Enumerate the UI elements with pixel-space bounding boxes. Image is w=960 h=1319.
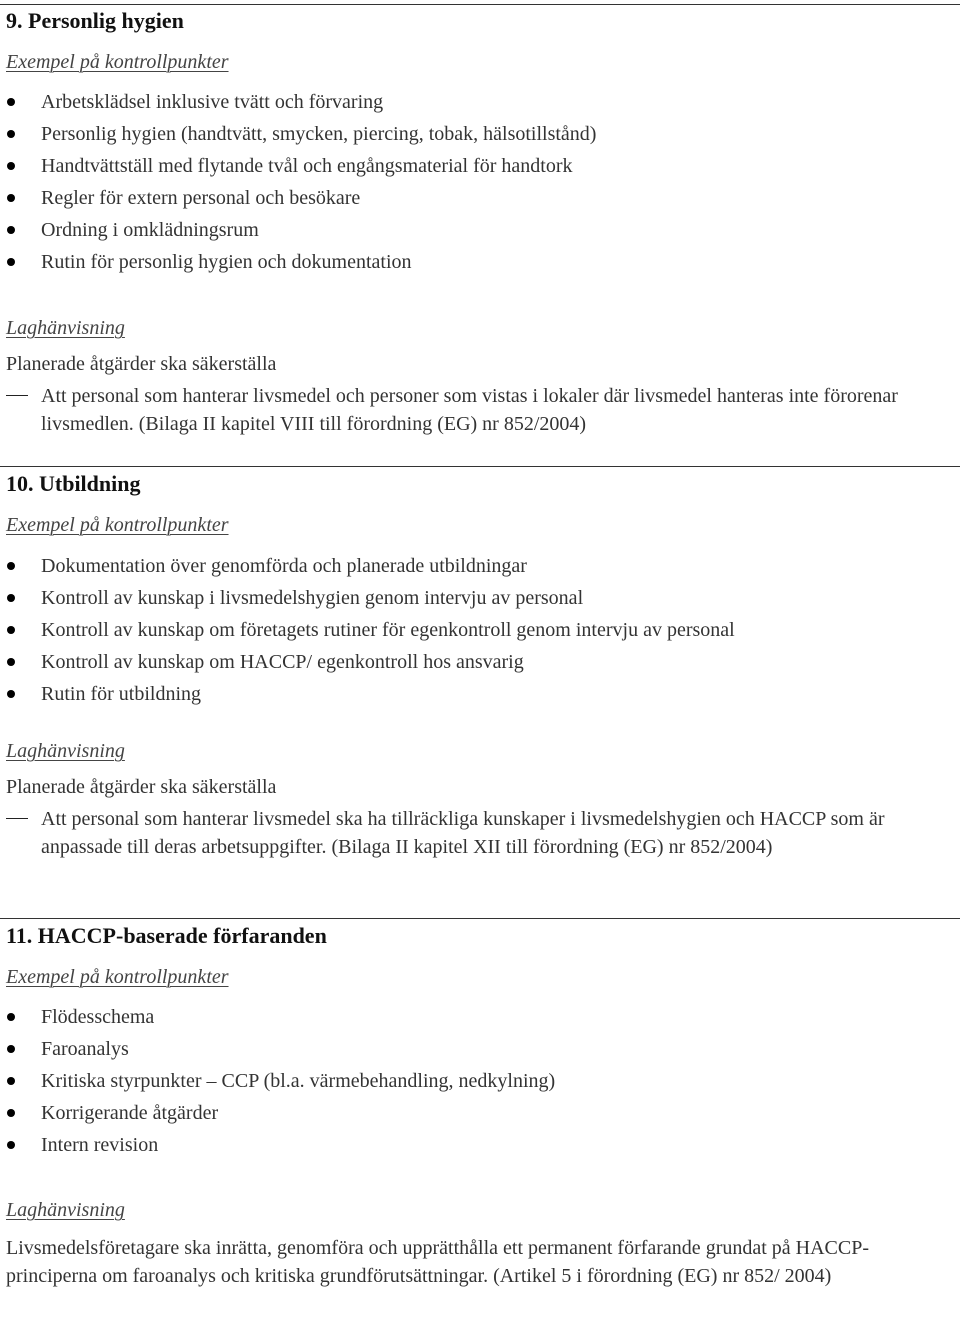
list-item: Kontroll av kunskap om företagets rutiner för egenkontroll genom intervju av personal — [0, 617, 960, 649]
bullet-icon — [7, 1141, 15, 1149]
list-item: Korrigerande åtgärder — [0, 1100, 960, 1132]
dash-icon — [6, 395, 28, 396]
bullet-icon — [7, 1077, 15, 1085]
bullet-icon — [7, 194, 15, 202]
bullet-icon — [7, 1109, 15, 1117]
bullet-icon — [7, 1045, 15, 1053]
law-reference-label: Laghänvisning — [6, 317, 125, 339]
section-heading: 9. Personlig hygien — [6, 8, 184, 33]
list-item: Personlig hygien (handtvätt, smycken, piercing, tobak, hälsotillstånd) — [0, 121, 960, 153]
planned-action-item: Att personal som hanterar livsmedel ska ha tillräckliga kunskaper i livsmedelshygien och HACCP som är anpassade till deras arbetsuppgifter. (Bilaga II kapitel XII till förordning (EG) nr 852/2004) — [41, 805, 951, 861]
section-heading: 11. HACCP-baserade förfaranden — [6, 923, 327, 948]
bullet-icon — [7, 658, 15, 666]
bullet-icon — [7, 258, 15, 266]
list-item: Intern revision — [0, 1132, 960, 1164]
bullet-icon — [7, 690, 15, 698]
bullet-icon — [7, 1013, 15, 1021]
list-item: Dokumentation över genomförda och planerade utbildningar — [0, 553, 960, 585]
bullet-icon — [7, 626, 15, 634]
checkpoint-list — [0, 553, 960, 713]
list-item: Rutin för personlig hygien och dokumentation — [0, 249, 960, 281]
bullet-icon — [7, 162, 15, 170]
list-item: Ordning i omklädningsrum — [0, 217, 960, 249]
bullet-icon — [7, 562, 15, 570]
planned-action-item: Att personal som hanterar livsmedel och personer som vistas i lokaler där livsmedel hanteras inte förorenar livsmedlen. (Bilaga II kapitel VIII till förordning (EG) nr 852/2004) — [41, 382, 951, 438]
bullet-icon — [7, 226, 15, 234]
checkpoint-list — [0, 1004, 960, 1164]
checkpoint-list — [0, 89, 960, 281]
dash-icon — [6, 818, 28, 819]
section-divider — [0, 4, 960, 5]
list-item: Kontroll av kunskap om HACCP/ egenkontroll hos ansvarig — [0, 649, 960, 681]
examples-label: Exempel på kontrollpunkter — [6, 51, 229, 73]
list-item: Regler för extern personal och besökare — [0, 185, 960, 217]
list-item: Arbetsklädsel inklusive tvätt och förvaring — [0, 89, 960, 121]
list-item: Handtvättställ med flytande tvål och engångsmaterial för handtork — [0, 153, 960, 185]
bullet-icon — [7, 98, 15, 106]
bullet-icon — [7, 130, 15, 138]
list-item: Kontroll av kunskap i livsmedelshygien genom intervju av personal — [0, 585, 960, 617]
section-divider — [0, 918, 960, 919]
list-item: Kritiska styrpunkter – CCP (bl.a. värmebehandling, nedkylning) — [0, 1068, 960, 1100]
examples-label: Exempel på kontrollpunkter — [6, 966, 229, 988]
law-reference-label: Laghänvisning — [6, 1199, 125, 1221]
bullet-icon — [7, 594, 15, 602]
list-item: Faroanalys — [0, 1036, 960, 1068]
section-divider — [0, 466, 960, 467]
list-item: Rutin för utbildning — [0, 681, 960, 713]
examples-label: Exempel på kontrollpunkter — [6, 514, 229, 536]
section-heading: 10. Utbildning — [6, 471, 141, 496]
planned-actions-label: Planerade åtgärder ska säkerställa — [6, 353, 277, 375]
law-reference-text: Livsmedelsföretagare ska inrätta, genomföra och upprätthålla ett permanent förfarande grundat på HACCP-principerna om faroanalys och kritiska grundförutsättningar. (Artikel 5 i förordning (EG) nr 852/ 2004) — [6, 1237, 870, 1287]
law-reference-label: Laghänvisning — [6, 740, 125, 762]
planned-actions-label: Planerade åtgärder ska säkerställa — [6, 776, 277, 798]
list-item: Flödesschema — [0, 1004, 960, 1036]
